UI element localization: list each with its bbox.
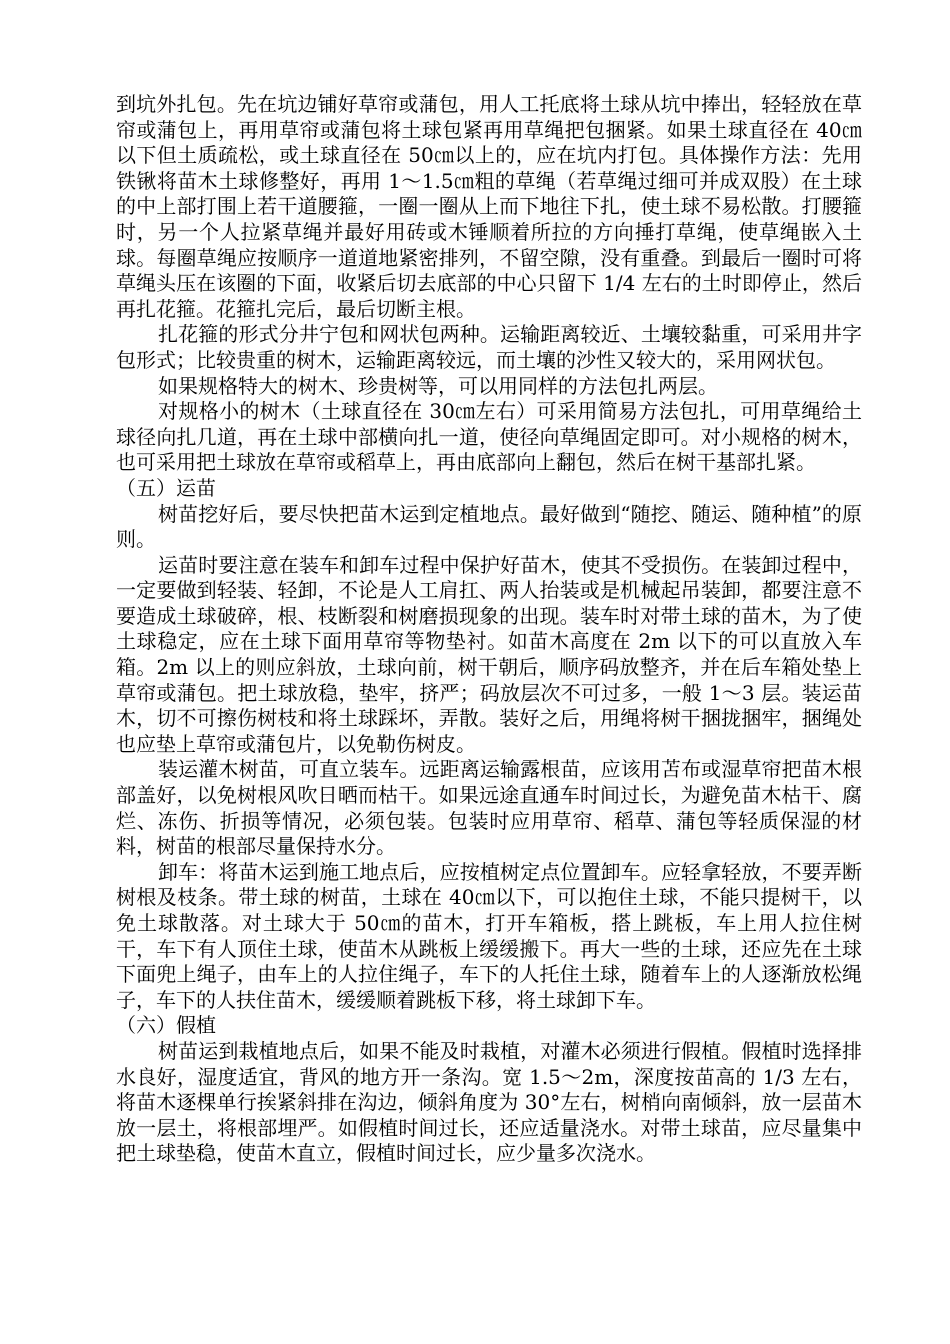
section-heading: （五）运苗 [116, 475, 216, 500]
section-heading: （六）假植 [116, 1013, 216, 1038]
body-paragraph: 扎花箍的形式分井宁包和网状包两种。运输距离较近、土壤较黏重，可采用井字包形式；比较贵重的树木，运输距离较远，而土壤的沙性又较大的，采用网状包。 [116, 322, 862, 372]
document-page [116, 92, 862, 1167]
body-paragraph: 树苗运到栽植地点后，如果不能及时栽植，对灌木必须进行假植。假植时选择排水良好，湿度适宜，背风的地方开一条沟。宽 1.5～2m，深度按苗高的 1/3 左右，将苗木逐棵单行挨紧斜排在沟边，倾斜角度为 30°左右，树梢向南倾斜，放一层苗木放一层土，将根部埋严。如假植时间过长，还应适量浇水。对带土球苗，应尽量集中把土球垫稳，使苗木直立，假植时间过长，应少量多次浇水。 [116, 1038, 862, 1166]
body-paragraph: 对规格小的树木（土球直径在 30㎝左右）可采用简易方法包扎，可用草绳给土球径向扎几道，再在土球中部横向扎一道，使径向草绳固定即可。对小规格的树木，也可采用把土球放在草帘或稻草上，再由底部向上翻包，然后在树干基部扎紧。 [116, 399, 862, 475]
body-paragraph: 如果规格特大的树木、珍贵树等，可以用同样的方法包扎两层。 [158, 373, 718, 398]
body-paragraph: 到坑外扎包。先在坑边铺好草帘或蒲包，用人工托底将土球从坑中捧出，轻轻放在草帘或蒲包上，再用草帘或蒲包将土球包紧再用草绳把包捆紧。如果土球直径在 40㎝以下但土质疏松，或土球直径在 50㎝以上的，应在坑内打包。具体操作方法：先用铁锹将苗木土球修整好，再用 1～1.5㎝粗的草绳（若草绳过细可并成双股）在土球的中上部打围上若干道腰箍，一圈一圈从上而下地往下扎，使土球不易松散。打腰箍时，另一个人拉紧草绳并最好用砖或木锤顺着所拉的方向捶打草绳，使草绳嵌入土球。每圈草绳应按顺序一道道地紧密排列，不留空隙，没有重叠。到最后一圈时可将草绳头压在该圈的下面，收紧后切去底部的中心只留下 1/4 左右的土时即停止，然后再扎花箍。花箍扎完后，最后切断主根。 [116, 92, 862, 321]
body-paragraph: 卸车：将苗木运到施工地点后，应按植树定点位置卸车。应轻拿轻放，不要弄断树根及枝条。带土球的树苗，土球在 40㎝以下，可以抱住土球，不能只提树干，以免土球散落。对土球大于 50㎝的苗木，打开车箱板，搭上跳板，车上用人拉住树干，车下有人顶住土球，使苗木从跳板上缓缓搬下。再大一些的土球，还应先在土球下面兜上绳子，由车上的人拉住绳子，车下的人托住土球，随着车上的人逐渐放松绳子，车下的人扶住苗木，缓缓顺着跳板下移，将土球卸下车。 [116, 859, 862, 1012]
body-paragraph: 运苗时要注意在装车和卸车过程中保护好苗木，使其不受损伤。在装卸过程中，一定要做到轻装、轻卸，不论是人工肩扛、两人抬装或是机械起吊装卸，都要注意不要造成土球破碎，根、枝断裂和树磨损现象的出现。装车时对带土球的苗木，为了使土球稳定，应在土球下面用草帘等物垫衬。如苗木高度在 2m 以下的可以直放入车箱。2m 以上的则应斜放，土球向前，树干朝后，顺序码放整齐，并在后车箱处垫上草帘或蒲包。把土球放稳，垫牢，挤严；码放层次不可过多，一般 1～3 层。装运苗木，切不可擦伤树枝和将土球踩坏，弄散。装好之后，用绳将树干捆拢捆牢，捆绳处也应垫上草帘或蒲包片，以免勒伤树皮。 [116, 552, 862, 756]
body-paragraph: 装运灌木树苗，可直立装车。远距离运输露根苗，应该用苫布或湿草帘把苗木根部盖好，以免树根风吹日晒而枯干。如果远途直通车时间过长，为避免苗木枯干、腐烂、冻伤、折损等情况，必须包装。包装时应用草帘、稻草、蒲包等轻质保湿的材料，树苗的根部尽量保持水分。 [116, 757, 862, 859]
body-paragraph: 树苗挖好后，要尽快把苗木运到定植地点。最好做到“随挖、随运、随种植”的原则。 [116, 501, 862, 552]
